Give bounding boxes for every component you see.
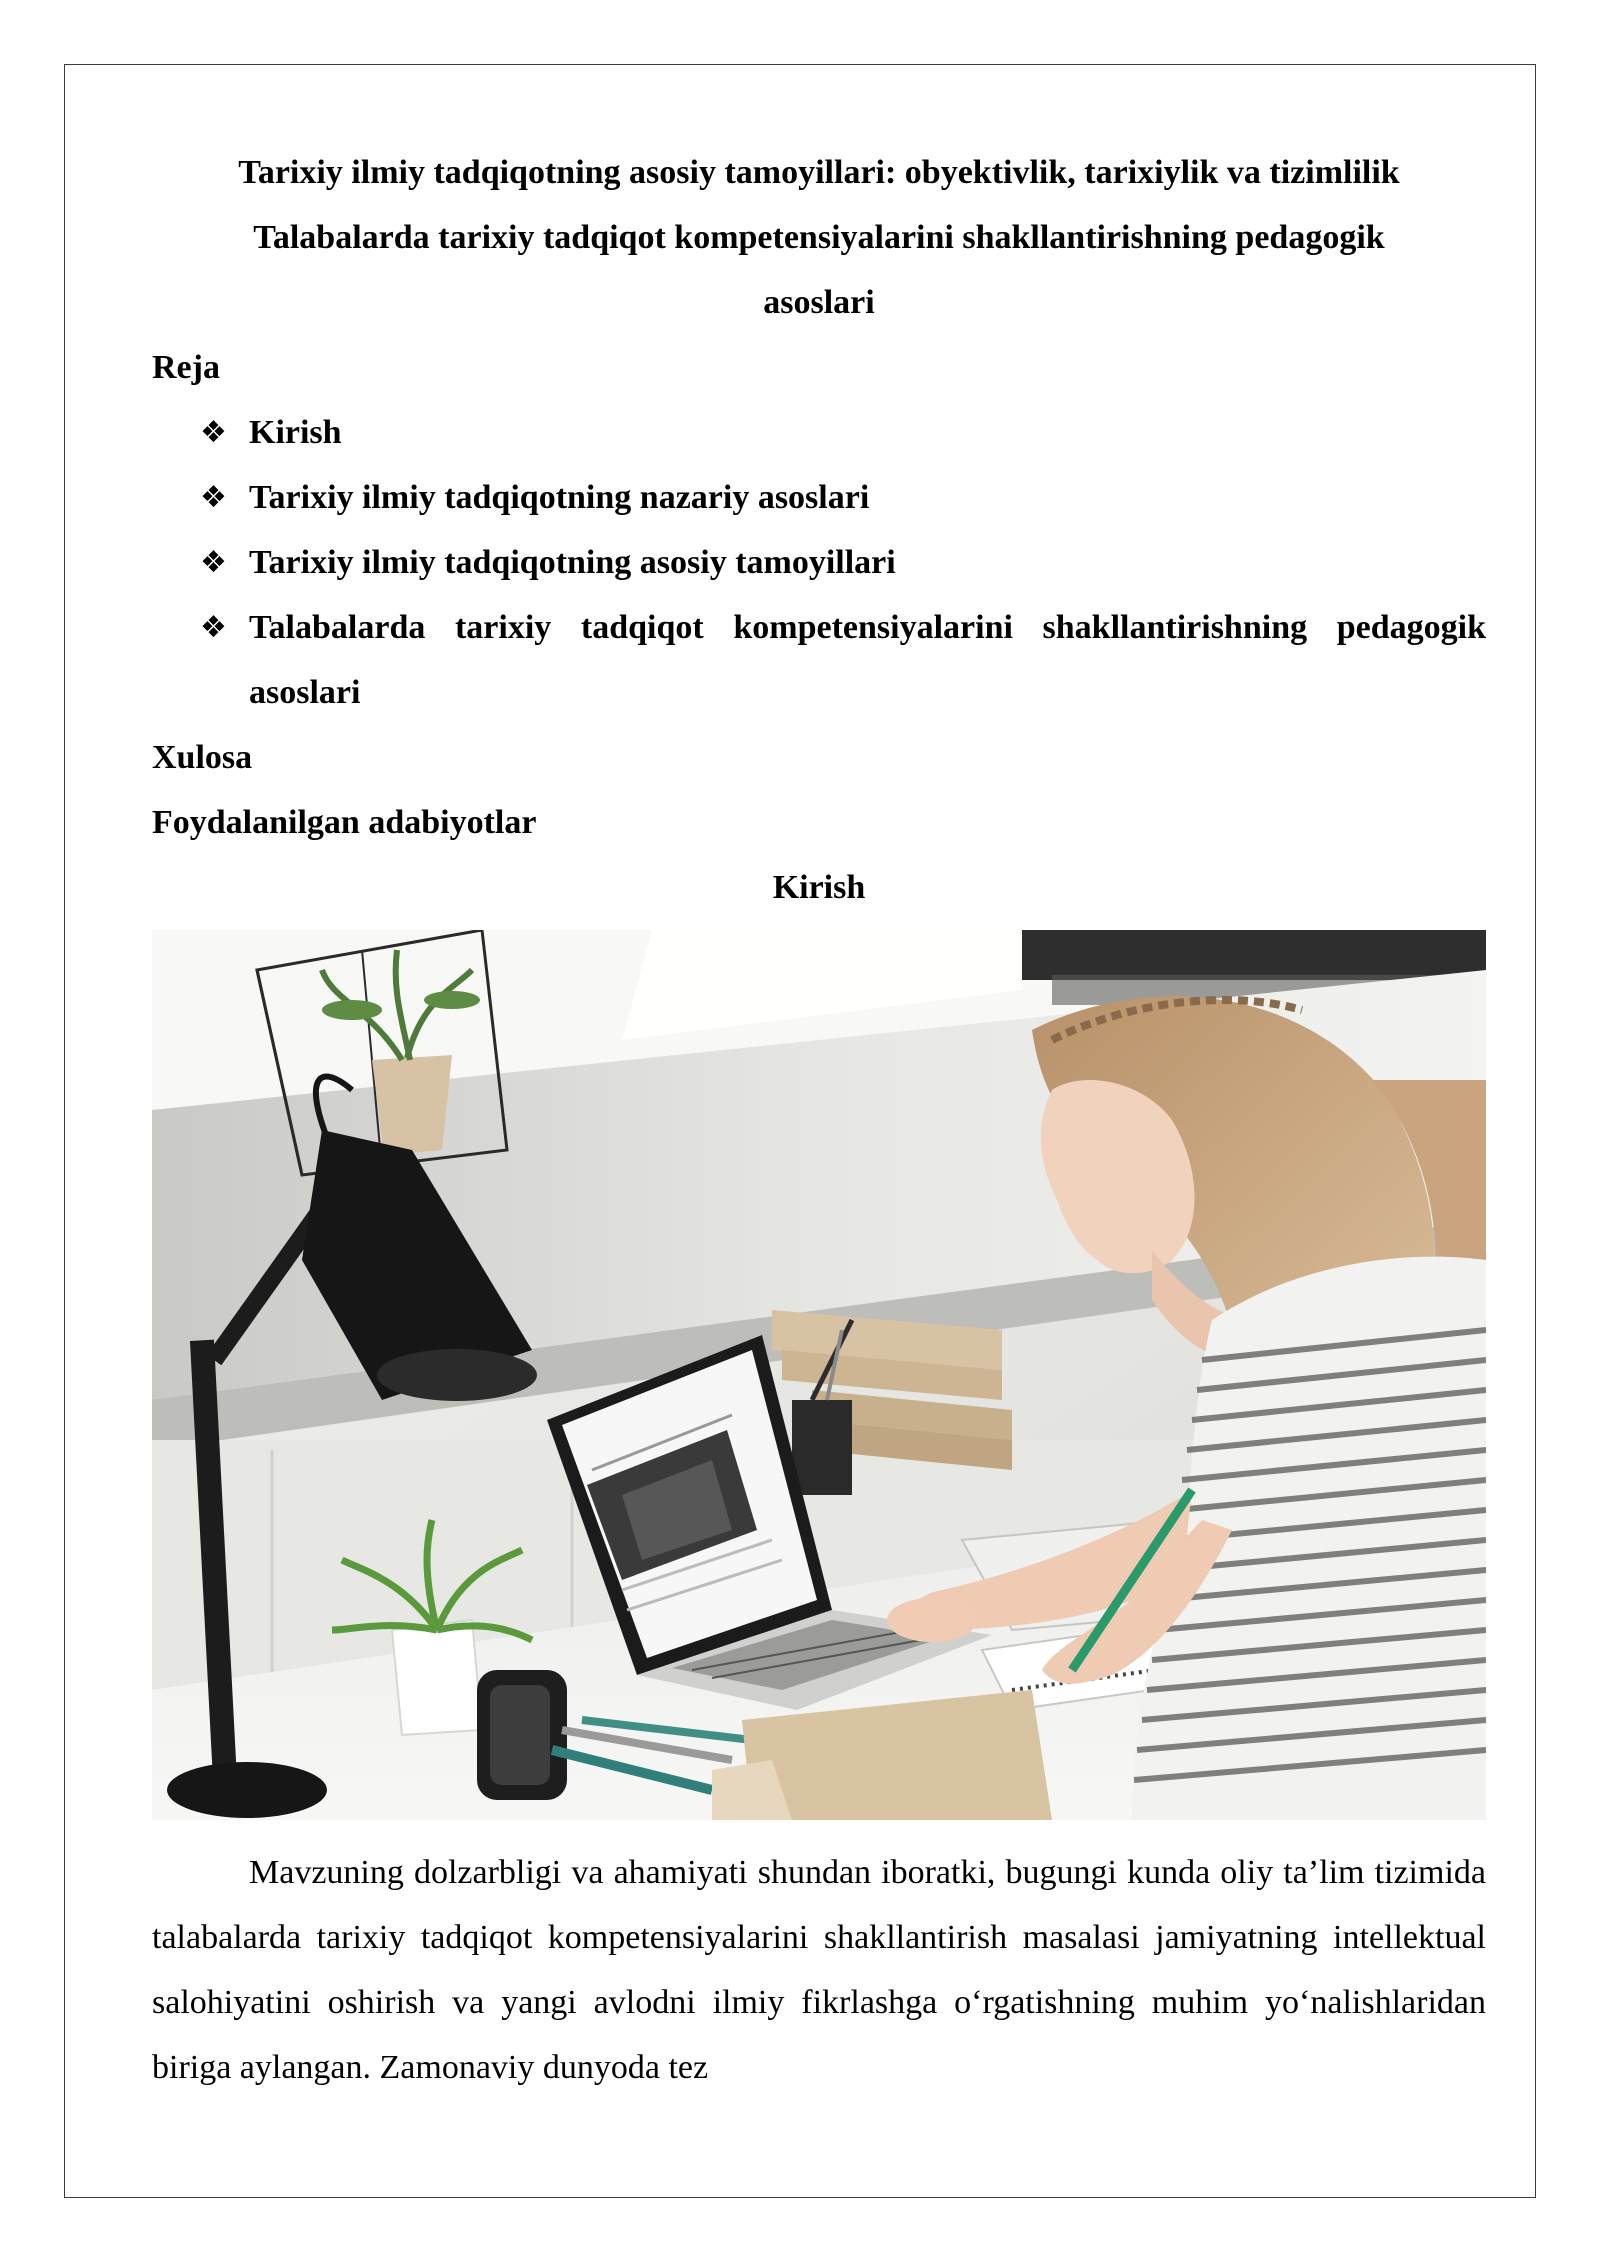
conclusion-heading: Xulosa	[152, 739, 253, 776]
student-at-laptop-photo	[152, 930, 1486, 1820]
plan-item-pedagogik	[152, 595, 1486, 725]
document-body	[152, 140, 1486, 2100]
plan-item-tamoyillar	[152, 530, 1486, 595]
intro-heading: Kirish	[772, 869, 866, 906]
plan-item-kirish	[152, 400, 1486, 465]
diamond-bullet-icon: ❖	[200, 610, 227, 645]
plan-item-label: Tarixiy ilmiy tadqiqotning nazariy asoslari	[249, 479, 870, 516]
references-heading: Foydalanilgan adabiyotlar	[152, 804, 537, 841]
document-title-line-3: asoslari	[763, 284, 875, 321]
plan-heading: Reja	[152, 349, 220, 386]
plan-item-label: Talabalarda tarixiy tadqiqot kompetensiyalarini shakllantirishning pedagogik asoslari	[249, 609, 1486, 711]
diamond-bullet-icon: ❖	[200, 415, 227, 450]
intro-paragraph: Mavzuning dolzarbligi va ahamiyati shundan iboratki, bugungi kunda oliy ta’lim tizimida talabalarda tarixiy tadqiqot kompetensiyalarini shakllantirish masalasi jamiyatning intellektual salohiyatini oshirish va yangi avlodni ilmiy fikrlashga o‘rgatishning muhim yo‘nalishlaridan biriga aylangan. Zamonaviy dunyoda tez	[152, 1854, 1486, 2086]
diamond-bullet-icon: ❖	[200, 545, 227, 580]
plan-list	[152, 400, 1486, 725]
diamond-bullet-icon: ❖	[200, 480, 227, 515]
plan-item-label: Tarixiy ilmiy tadqiqotning asosiy tamoyillari	[249, 544, 896, 581]
document-title-line-1: Tarixiy ilmiy tadqiqotning asosiy tamoyillari: obyektivlik, tarixiylik va tizimlilik	[238, 154, 1400, 191]
plan-item-label: Kirish	[249, 414, 342, 451]
document-title-line-2: Talabalarda tarixiy tadqiqot kompetensiyalarini shakllantirishning pedagogik	[253, 219, 1385, 256]
plan-item-nazariy	[152, 465, 1486, 530]
